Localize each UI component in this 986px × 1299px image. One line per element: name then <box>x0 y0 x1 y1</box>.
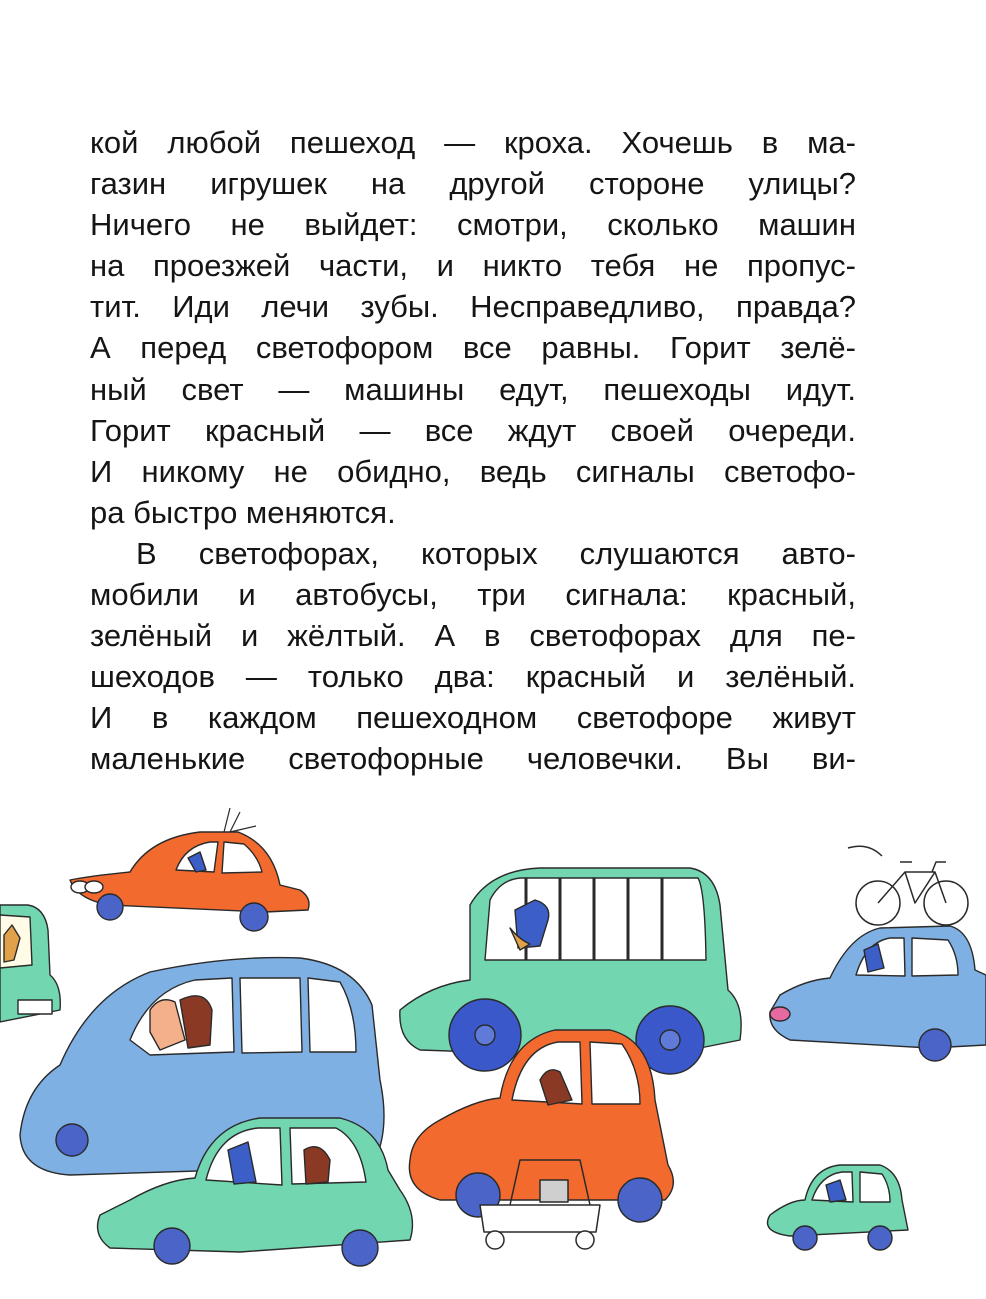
paragraph-1 <box>90 122 856 533</box>
text-line: А перед светофором все равны. Горит зелё- <box>90 330 856 366</box>
car-blue-right <box>770 846 986 1061</box>
text-line: В светофорах, которых слушаются авто- <box>136 535 856 571</box>
text-line: зелёный и жёлтый. А в светофорах для пе- <box>90 618 856 654</box>
text-line: маленькие светофорные человечки. Вы ви- <box>90 741 856 777</box>
text-line: ра быстро меняются. <box>90 494 396 530</box>
text-line: тит. Иди лечи зубы. Несправедливо, правда? <box>90 289 856 325</box>
text-line: кой любой пешеход — кроха. Хочешь в ма- <box>90 125 856 160</box>
text-line: ный свет — машины едут, пешеходы идут. <box>90 371 856 407</box>
traffic-illustration <box>0 790 986 1299</box>
text-line: И никому не обидно, ведь сигналы светофо- <box>90 453 856 489</box>
car-green-small <box>768 1165 909 1250</box>
text-line: мобили и автобусы, три сигнала: красный, <box>90 577 856 613</box>
text-line: шеходов — только два: красный и зелёный. <box>90 659 856 695</box>
paragraph-2 <box>90 533 856 780</box>
car-orange-top <box>70 808 309 931</box>
text-line: на проезжей части, и никто тебя не пропус- <box>90 248 856 284</box>
text-line: Горит красный — все ждут своей очереди. <box>90 412 856 448</box>
text-line: И в каждом пешеходном светофоре живут <box>90 700 856 736</box>
car-green-left <box>0 905 60 1022</box>
body-text <box>90 122 856 780</box>
text-line: Ничего не выйдет: смотри, сколько машин <box>90 207 856 243</box>
text-line: газин игрушек на другой стороне улицы? <box>90 166 856 202</box>
